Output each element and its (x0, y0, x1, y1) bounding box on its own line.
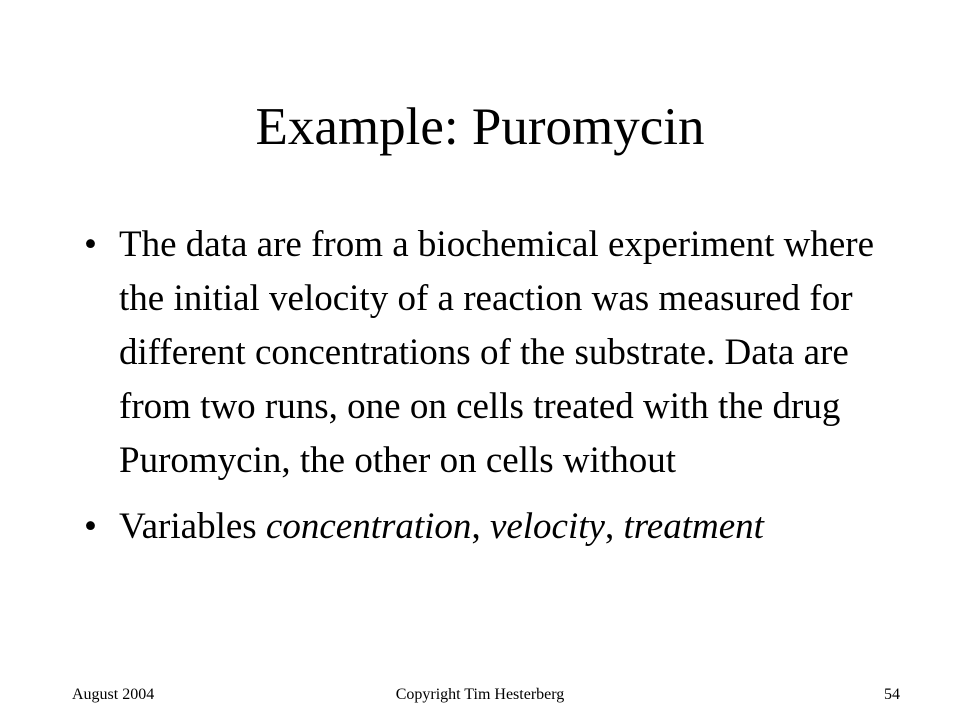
bullet-list (84, 218, 904, 566)
bullet-item-variables (84, 500, 904, 554)
footer-date: August 2004 (72, 686, 155, 703)
variable-concentration: concentration (265, 506, 472, 547)
bullet-marker: • (84, 506, 97, 547)
slide-title: Example: Puromycin (255, 98, 705, 156)
variables-separator: , (471, 506, 490, 547)
variables-prefix: Variables (119, 506, 266, 547)
variables-separator: , (604, 506, 624, 547)
variable-treatment: treatment (623, 506, 764, 547)
footer-copyright: Copyright Tim Hesterberg (395, 686, 565, 703)
bullet-marker: • (84, 224, 97, 265)
variable-velocity: velocity (489, 506, 605, 547)
bullet-text: The data are from a biochemical experiment where the initial velocity of a reaction was measured for different concentrations of the substrate. Data are from two runs, one on cells treated with the drug Puromycin, the other on cells without (119, 224, 875, 481)
footer-page-number: 54 (884, 686, 900, 703)
bullet-item-description (84, 218, 904, 488)
